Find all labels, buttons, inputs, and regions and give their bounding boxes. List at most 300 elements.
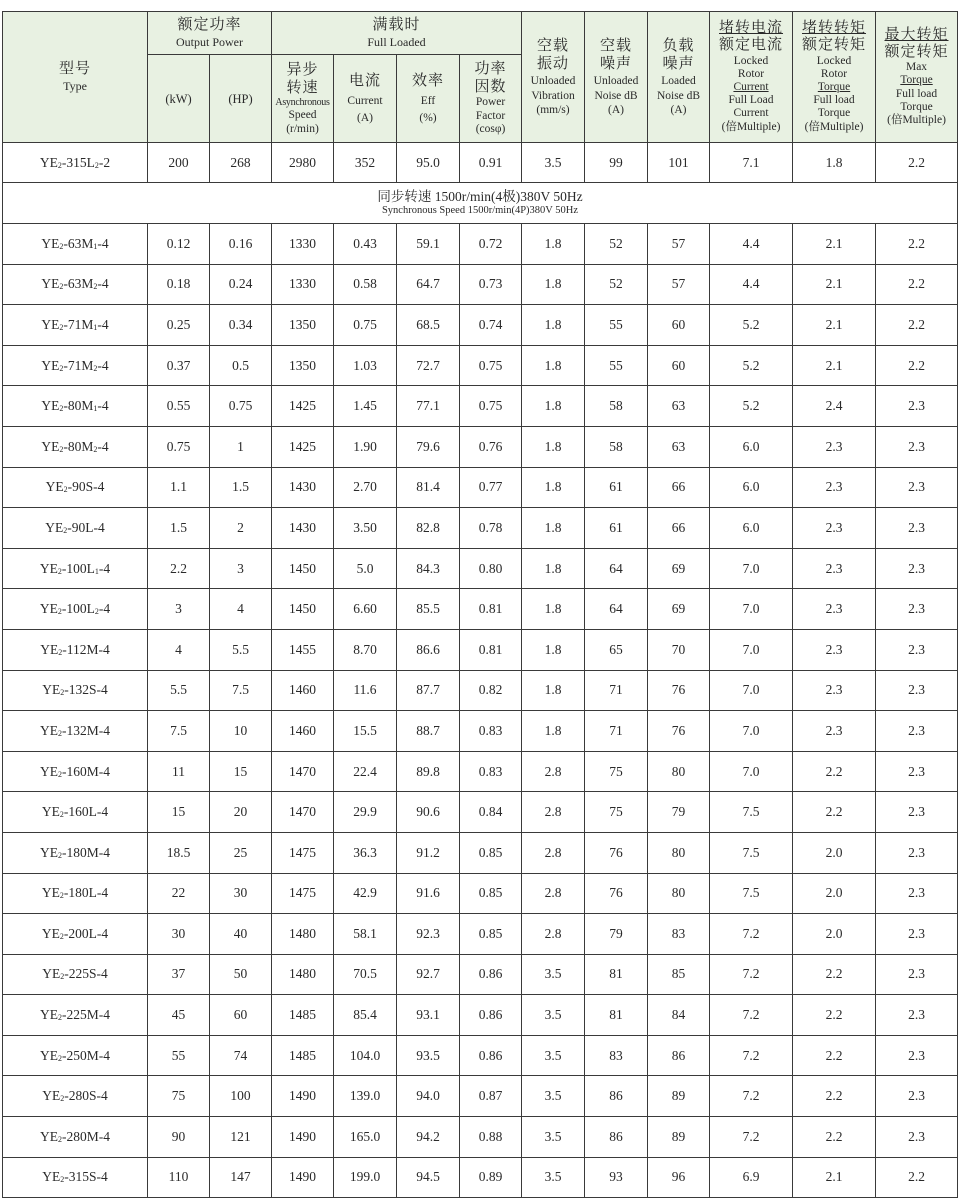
cell-model: YE2-315L2-2 (3, 143, 148, 183)
cell-eff: 94.0 (397, 1076, 460, 1117)
cell-noise-loaded: 60 (648, 305, 710, 346)
cell-kw: 30 (148, 914, 210, 955)
cell-speed: 1460 (272, 670, 334, 711)
cell-kw: 1.1 (148, 467, 210, 508)
cell-locked-torque: 2.2 (793, 954, 876, 995)
cell-kw: 7.5 (148, 711, 210, 752)
cell-speed: 1450 (272, 548, 334, 589)
cell-pf: 0.75 (460, 345, 522, 386)
cell-hp: 0.34 (210, 305, 272, 346)
cell-locked-torque: 2.3 (793, 467, 876, 508)
header-locked-rotor-torque: 堵转转矩 额定转矩 Locked Rotor Torque Full load Torque (倍Multiple) (793, 12, 876, 143)
cell-current: 1.90 (334, 426, 397, 467)
cell-max-torque: 2.3 (876, 711, 958, 752)
cell-eff: 92.3 (397, 914, 460, 955)
cell-max-torque: 2.3 (876, 508, 958, 549)
cell-noise-loaded: 86 (648, 1035, 710, 1076)
header-type: 型号 Type (3, 12, 148, 143)
cell-eff: 91.2 (397, 832, 460, 873)
section-title: 同步转速 1500r/min(4极)380V 50Hz Synchronous Speed 1500r/min(4P)380V 50Hz (3, 183, 958, 224)
cell-current: 0.75 (334, 305, 397, 346)
cell-locked-torque: 2.2 (793, 1117, 876, 1158)
cell-speed: 1480 (272, 954, 334, 995)
cell-model: YE2-160M-4 (3, 751, 148, 792)
cell-max-torque: 2.3 (876, 873, 958, 914)
cell-kw: 4 (148, 629, 210, 670)
cell-locked-current: 7.2 (710, 995, 793, 1036)
cell-model: YE2-160L-4 (3, 792, 148, 833)
cell-current: 22.4 (334, 751, 397, 792)
cell-speed: 1350 (272, 305, 334, 346)
cell-model: YE2-90S-4 (3, 467, 148, 508)
cell-hp: 4 (210, 589, 272, 630)
cell-eff: 87.7 (397, 670, 460, 711)
cell-max-torque: 2.2 (876, 305, 958, 346)
cell-speed: 1425 (272, 386, 334, 427)
cell-max-torque: 2.3 (876, 467, 958, 508)
header-power-factor: 功率 因数 Power Factor (cosφ) (460, 55, 522, 143)
cell-max-torque: 2.3 (876, 589, 958, 630)
cell-pf: 0.85 (460, 914, 522, 955)
header-noise-loaded: 负载 噪声 Loaded Noise dB (A) (648, 12, 710, 143)
cell-vibration: 1.8 (522, 670, 585, 711)
cell-hp: 1.5 (210, 467, 272, 508)
cell-locked-current: 4.4 (710, 264, 793, 305)
cell-max-torque: 2.3 (876, 954, 958, 995)
cell-locked-torque: 2.0 (793, 914, 876, 955)
cell-noise-loaded: 63 (648, 386, 710, 427)
cell-pf: 0.87 (460, 1076, 522, 1117)
cell-noise-loaded: 57 (648, 264, 710, 305)
cell-kw: 11 (148, 751, 210, 792)
cell-current: 85.4 (334, 995, 397, 1036)
cell-model: YE2-200L-4 (3, 914, 148, 955)
cell-speed: 1455 (272, 629, 334, 670)
cell-speed: 1475 (272, 873, 334, 914)
cell-kw: 22 (148, 873, 210, 914)
table-row (3, 1076, 958, 1117)
cell-vibration: 1.8 (522, 711, 585, 752)
cell-kw: 0.55 (148, 386, 210, 427)
cell-current: 5.0 (334, 548, 397, 589)
cell-max-torque: 2.3 (876, 914, 958, 955)
cell-speed: 1425 (272, 426, 334, 467)
table-row (3, 264, 958, 305)
cell-speed: 2980 (272, 143, 334, 183)
table-row (3, 1117, 958, 1158)
cell-current: 104.0 (334, 1035, 397, 1076)
cell-vibration: 3.5 (522, 954, 585, 995)
cell-locked-current: 7.5 (710, 873, 793, 914)
cell-kw: 0.37 (148, 345, 210, 386)
cell-speed: 1430 (272, 508, 334, 549)
cell-kw: 55 (148, 1035, 210, 1076)
cell-locked-current: 7.2 (710, 914, 793, 955)
cell-eff: 79.6 (397, 426, 460, 467)
cell-locked-current: 6.0 (710, 426, 793, 467)
cell-pf: 0.72 (460, 224, 522, 265)
table-row (3, 629, 958, 670)
cell-noise-unloaded: 83 (585, 1035, 648, 1076)
cell-hp: 2 (210, 508, 272, 549)
cell-noise-loaded: 80 (648, 751, 710, 792)
cell-locked-current: 7.0 (710, 751, 793, 792)
cell-pf: 0.76 (460, 426, 522, 467)
cell-speed: 1490 (272, 1076, 334, 1117)
cell-pf: 0.85 (460, 873, 522, 914)
cell-hp: 0.5 (210, 345, 272, 386)
cell-vibration: 2.8 (522, 873, 585, 914)
cell-noise-unloaded: 86 (585, 1117, 648, 1158)
table-row (3, 995, 958, 1036)
cell-current: 36.3 (334, 832, 397, 873)
cell-locked-current: 7.0 (710, 589, 793, 630)
cell-eff: 88.7 (397, 711, 460, 752)
cell-model: YE2-90L-4 (3, 508, 148, 549)
cell-pf: 0.85 (460, 832, 522, 873)
cell-speed: 1330 (272, 224, 334, 265)
cell-locked-torque: 2.1 (793, 1157, 876, 1198)
cell-eff: 91.6 (397, 873, 460, 914)
cell-locked-torque: 2.3 (793, 629, 876, 670)
cell-hp: 20 (210, 792, 272, 833)
cell-pf: 0.81 (460, 629, 522, 670)
cell-current: 11.6 (334, 670, 397, 711)
cell-noise-loaded: 79 (648, 792, 710, 833)
table-row (3, 670, 958, 711)
cell-locked-current: 7.1 (710, 143, 793, 183)
cell-vibration: 1.8 (522, 224, 585, 265)
cell-noise-unloaded: 81 (585, 995, 648, 1036)
cell-locked-current: 7.5 (710, 792, 793, 833)
cell-noise-unloaded: 61 (585, 508, 648, 549)
cell-noise-loaded: 66 (648, 467, 710, 508)
cell-pf: 0.78 (460, 508, 522, 549)
cell-locked-current: 7.0 (710, 548, 793, 589)
cell-pf: 0.83 (460, 751, 522, 792)
cell-locked-current: 6.0 (710, 467, 793, 508)
cell-kw: 200 (148, 143, 210, 183)
cell-hp: 0.24 (210, 264, 272, 305)
table-row (3, 467, 958, 508)
cell-current: 165.0 (334, 1117, 397, 1158)
cell-speed: 1485 (272, 1035, 334, 1076)
cell-kw: 0.25 (148, 305, 210, 346)
cell-current: 3.50 (334, 508, 397, 549)
cell-locked-torque: 2.4 (793, 386, 876, 427)
cell-eff: 94.2 (397, 1117, 460, 1158)
cell-noise-unloaded: 55 (585, 305, 648, 346)
cell-locked-torque: 2.2 (793, 792, 876, 833)
cell-noise-unloaded: 79 (585, 914, 648, 955)
cell-hp: 74 (210, 1035, 272, 1076)
cell-vibration: 2.8 (522, 792, 585, 833)
cell-noise-unloaded: 65 (585, 629, 648, 670)
cell-noise-loaded: 69 (648, 548, 710, 589)
table-row (3, 751, 958, 792)
cell-max-torque: 2.2 (876, 1157, 958, 1198)
cell-kw: 3 (148, 589, 210, 630)
cell-kw: 0.18 (148, 264, 210, 305)
table-row (3, 873, 958, 914)
motor-spec-table (2, 11, 958, 1198)
cell-kw: 2.2 (148, 548, 210, 589)
cell-noise-unloaded: 61 (585, 467, 648, 508)
cell-noise-unloaded: 58 (585, 386, 648, 427)
cell-noise-loaded: 96 (648, 1157, 710, 1198)
cell-locked-torque: 2.2 (793, 995, 876, 1036)
cell-locked-torque: 2.3 (793, 548, 876, 589)
cell-noise-unloaded: 86 (585, 1076, 648, 1117)
cell-locked-current: 7.5 (710, 832, 793, 873)
cell-eff: 77.1 (397, 386, 460, 427)
cell-model: YE2-132M-4 (3, 711, 148, 752)
cell-model: YE2-80M2-4 (3, 426, 148, 467)
header-locked-rotor-current: 堵转电流 额定电流 Locked Rotor Current Full Load Current (倍Multiple) (710, 12, 793, 143)
cell-locked-torque: 2.3 (793, 670, 876, 711)
cell-max-torque: 2.3 (876, 426, 958, 467)
cell-max-torque: 2.3 (876, 995, 958, 1036)
cell-pf: 0.86 (460, 995, 522, 1036)
cell-eff: 84.3 (397, 548, 460, 589)
header-kw: (kW) (148, 55, 210, 143)
cell-hp: 121 (210, 1117, 272, 1158)
cell-model: YE2-180L-4 (3, 873, 148, 914)
cell-vibration: 1.8 (522, 305, 585, 346)
cell-vibration: 2.8 (522, 832, 585, 873)
cell-eff: 85.5 (397, 589, 460, 630)
header-eff: 效率 Eff (%) (397, 55, 460, 143)
cell-locked-torque: 2.1 (793, 305, 876, 346)
cell-max-torque: 2.3 (876, 1035, 958, 1076)
header-hp: (HP) (210, 55, 272, 143)
cell-model: YE2-225M-4 (3, 995, 148, 1036)
cell-eff: 81.4 (397, 467, 460, 508)
cell-locked-torque: 2.3 (793, 508, 876, 549)
cell-noise-unloaded: 93 (585, 1157, 648, 1198)
cell-speed: 1475 (272, 832, 334, 873)
table-row (3, 386, 958, 427)
cell-pf: 0.89 (460, 1157, 522, 1198)
table-row (3, 305, 958, 346)
cell-kw: 90 (148, 1117, 210, 1158)
cell-current: 6.60 (334, 589, 397, 630)
cell-locked-torque: 2.0 (793, 832, 876, 873)
cell-model: YE2-63M1-4 (3, 224, 148, 265)
cell-vibration: 3.5 (522, 1117, 585, 1158)
cell-current: 199.0 (334, 1157, 397, 1198)
table-row (3, 508, 958, 549)
cell-model: YE2-250M-4 (3, 1035, 148, 1076)
cell-model: YE2-100L1-4 (3, 548, 148, 589)
table-body (3, 143, 958, 1198)
cell-noise-loaded: 76 (648, 670, 710, 711)
cell-pf: 0.74 (460, 305, 522, 346)
cell-locked-current: 7.0 (710, 629, 793, 670)
cell-max-torque: 2.3 (876, 832, 958, 873)
cell-noise-loaded: 80 (648, 873, 710, 914)
cell-eff: 82.8 (397, 508, 460, 549)
cell-kw: 5.5 (148, 670, 210, 711)
cell-noise-unloaded: 64 (585, 548, 648, 589)
cell-eff: 89.8 (397, 751, 460, 792)
cell-vibration: 1.8 (522, 548, 585, 589)
cell-noise-unloaded: 75 (585, 792, 648, 833)
cell-pf: 0.86 (460, 954, 522, 995)
cell-locked-torque: 2.3 (793, 426, 876, 467)
header-output-power: 额定功率 Output Power (148, 12, 272, 55)
cell-kw: 0.75 (148, 426, 210, 467)
cell-kw: 1.5 (148, 508, 210, 549)
cell-max-torque: 2.2 (876, 224, 958, 265)
cell-speed: 1480 (272, 914, 334, 955)
cell-eff: 92.7 (397, 954, 460, 995)
cell-locked-current: 6.0 (710, 508, 793, 549)
cell-hp: 15 (210, 751, 272, 792)
cell-hp: 40 (210, 914, 272, 955)
cell-locked-current: 7.0 (710, 670, 793, 711)
cell-max-torque: 2.3 (876, 548, 958, 589)
cell-locked-torque: 2.2 (793, 751, 876, 792)
cell-model: YE2-132S-4 (3, 670, 148, 711)
cell-noise-unloaded: 58 (585, 426, 648, 467)
cell-noise-loaded: 76 (648, 711, 710, 752)
cell-noise-loaded: 63 (648, 426, 710, 467)
cell-vibration: 2.8 (522, 914, 585, 955)
cell-hp: 50 (210, 954, 272, 995)
cell-hp: 7.5 (210, 670, 272, 711)
cell-eff: 94.5 (397, 1157, 460, 1198)
cell-noise-loaded: 70 (648, 629, 710, 670)
cell-model: YE2-315S-4 (3, 1157, 148, 1198)
cell-hp: 5.5 (210, 629, 272, 670)
cell-hp: 0.16 (210, 224, 272, 265)
cell-kw: 15 (148, 792, 210, 833)
cell-current: 352 (334, 143, 397, 183)
cell-eff: 72.7 (397, 345, 460, 386)
header-noise-unloaded: 空载 噪声 Unloaded Noise dB (A) (585, 12, 648, 143)
header-current: 电流 Current (A) (334, 55, 397, 143)
cell-hp: 30 (210, 873, 272, 914)
cell-max-torque: 2.2 (876, 264, 958, 305)
cell-eff: 86.6 (397, 629, 460, 670)
cell-locked-torque: 2.3 (793, 711, 876, 752)
cell-vibration: 3.5 (522, 1035, 585, 1076)
cell-eff: 64.7 (397, 264, 460, 305)
cell-model: YE2-180M-4 (3, 832, 148, 873)
cell-noise-unloaded: 76 (585, 873, 648, 914)
cell-eff: 93.5 (397, 1035, 460, 1076)
cell-eff: 90.6 (397, 792, 460, 833)
cell-current: 139.0 (334, 1076, 397, 1117)
cell-noise-unloaded: 99 (585, 143, 648, 183)
cell-kw: 37 (148, 954, 210, 995)
cell-current: 29.9 (334, 792, 397, 833)
cell-vibration: 1.8 (522, 264, 585, 305)
cell-model: YE2-280M-4 (3, 1117, 148, 1158)
cell-kw: 110 (148, 1157, 210, 1198)
cell-model: YE2-80M1-4 (3, 386, 148, 427)
cell-current: 0.58 (334, 264, 397, 305)
table-row (3, 589, 958, 630)
cell-hp: 25 (210, 832, 272, 873)
cell-noise-unloaded: 71 (585, 711, 648, 752)
cell-kw: 45 (148, 995, 210, 1036)
cell-locked-current: 7.2 (710, 954, 793, 995)
cell-kw: 0.12 (148, 224, 210, 265)
cell-locked-current: 4.4 (710, 224, 793, 265)
cell-max-torque: 2.3 (876, 792, 958, 833)
cell-locked-current: 7.2 (710, 1076, 793, 1117)
cell-locked-current: 5.2 (710, 345, 793, 386)
cell-pf: 0.86 (460, 1035, 522, 1076)
cell-locked-torque: 2.0 (793, 873, 876, 914)
cell-noise-loaded: 89 (648, 1076, 710, 1117)
cell-speed: 1490 (272, 1157, 334, 1198)
cell-current: 58.1 (334, 914, 397, 955)
cell-noise-unloaded: 71 (585, 670, 648, 711)
cell-locked-current: 7.0 (710, 711, 793, 752)
table-row (3, 143, 958, 183)
cell-noise-unloaded: 64 (585, 589, 648, 630)
cell-locked-torque: 1.8 (793, 143, 876, 183)
cell-locked-torque: 2.1 (793, 264, 876, 305)
cell-speed: 1485 (272, 995, 334, 1036)
cell-kw: 75 (148, 1076, 210, 1117)
cell-noise-loaded: 80 (648, 832, 710, 873)
cell-speed: 1330 (272, 264, 334, 305)
table-row (3, 548, 958, 589)
cell-current: 0.43 (334, 224, 397, 265)
cell-pf: 0.82 (460, 670, 522, 711)
section-row (3, 183, 958, 224)
cell-hp: 1 (210, 426, 272, 467)
table-row (3, 711, 958, 752)
table-row (3, 914, 958, 955)
table-row (3, 832, 958, 873)
cell-vibration: 1.8 (522, 589, 585, 630)
cell-eff: 95.0 (397, 143, 460, 183)
cell-vibration: 3.5 (522, 1157, 585, 1198)
cell-pf: 0.81 (460, 589, 522, 630)
cell-hp: 100 (210, 1076, 272, 1117)
cell-hp: 3 (210, 548, 272, 589)
cell-vibration: 3.5 (522, 1076, 585, 1117)
table-row (3, 954, 958, 995)
cell-noise-unloaded: 55 (585, 345, 648, 386)
cell-locked-torque: 2.2 (793, 1035, 876, 1076)
cell-noise-loaded: 60 (648, 345, 710, 386)
table-row (3, 224, 958, 265)
table-row (3, 1157, 958, 1198)
cell-locked-torque: 2.2 (793, 1076, 876, 1117)
cell-noise-loaded: 89 (648, 1117, 710, 1158)
cell-speed: 1490 (272, 1117, 334, 1158)
table-row (3, 426, 958, 467)
cell-locked-torque: 2.1 (793, 224, 876, 265)
cell-speed: 1470 (272, 751, 334, 792)
cell-locked-current: 6.9 (710, 1157, 793, 1198)
cell-locked-current: 7.2 (710, 1117, 793, 1158)
cell-hp: 60 (210, 995, 272, 1036)
header-speed: 异步 转速 Asynchronous Speed (r/min) (272, 55, 334, 143)
cell-locked-current: 7.2 (710, 1035, 793, 1076)
cell-vibration: 3.5 (522, 143, 585, 183)
cell-pf: 0.83 (460, 711, 522, 752)
cell-noise-unloaded: 76 (585, 832, 648, 873)
cell-current: 1.03 (334, 345, 397, 386)
cell-locked-torque: 2.1 (793, 345, 876, 386)
